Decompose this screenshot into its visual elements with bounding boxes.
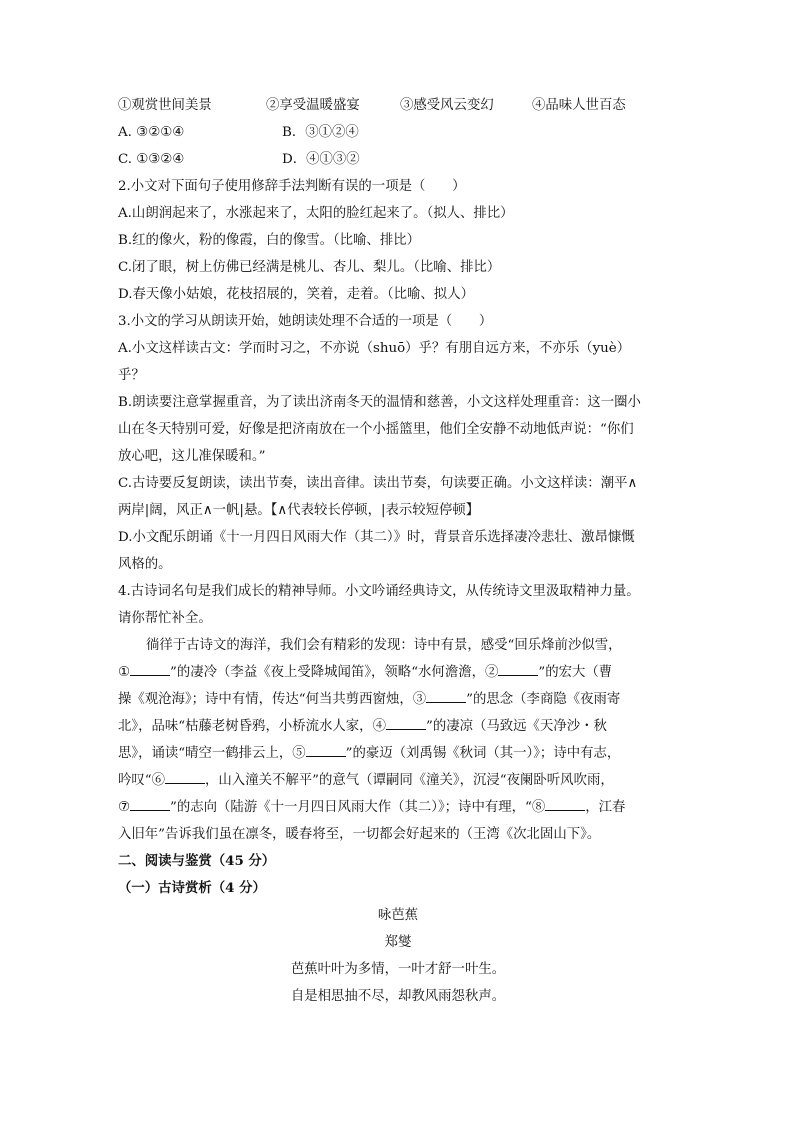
q4-passage-text: ”的志向（陆游《十一月四日风雨大作（其二）》；诗中有理，“⑧: [170, 800, 546, 815]
q1-item-1: ①观赏世间美景: [118, 98, 212, 113]
q4-stem-line-1: 4.古诗词名句是我们成长的精神导师。小文吟诵经典诗文，从传统诗文里汲取精神力量。: [118, 584, 640, 599]
q4-passage-line-1: 徜徉于古诗文的海洋，我们会有精彩的发现：诗中有景，感受“回乐烽前沙似雪，: [146, 638, 622, 653]
q4-blank-8[interactable]: [545, 796, 585, 811]
q3-option-d-line-1: D.小文配乐朗诵《十一月四日风雨大作（其二）》时，背景音乐选择凄冷悲壮、激昂慷慨: [118, 530, 635, 545]
q4-passage-text: 思》，诵读“晴空一鹤排云上，⑤: [118, 746, 306, 761]
q4-blank-4[interactable]: [386, 715, 426, 730]
q1-items: [118, 92, 678, 119]
q1-options-row-1: [118, 119, 678, 146]
q3-stem: 3.小文的学习从朗读开始，她朗读处理不合适的一项是（ ）: [118, 314, 493, 329]
exam-page: [118, 92, 678, 1010]
q4-passage-text: ”的宏大（曹: [538, 665, 613, 680]
q4-passage-text: ”的凄冷（李益《夜上受降城闻笛》，领略“水何澹澹，②: [170, 665, 499, 680]
q4-passage-line-6: [118, 767, 678, 794]
q4-blank-1[interactable]: [130, 661, 170, 676]
q4-blank-2[interactable]: [498, 661, 538, 676]
q3-option-b-line-1: B.朗读要注意掌握重音，为了读出济南冬天的温情和慈善，小文这样处理重音：这一圈小: [118, 395, 641, 410]
q4-passage-text: ”的豪迈（刘禹锡《秋词（其一）》；诗中有志，: [345, 746, 621, 761]
q2-stem: 2.小文对下面句子使用修辞手法判断有误的一项是（ ）: [118, 179, 466, 194]
q4-passage-text: ，山入潼关不解平”的意气（谭嗣同《潼关》，沉浸“夜阑卧听风吹雨，: [205, 773, 614, 788]
q4-passage-text: ⑦: [118, 800, 131, 815]
q4-passage-line-8: 入旧年”告诉我们虽在凛冬，暖春将至，一切都会好起来的（王湾《次北固山下》。: [118, 827, 601, 842]
q2-option-c: C.闭了眼，树上仿佛已经满是桃儿、杏儿、梨儿。（比喻、排比）: [118, 260, 501, 275]
subsection-heading: （一）古诗赏析（4 分）: [118, 880, 266, 896]
q2-option-d: D.春天像小姑娘，花枝招展的，笑着，走着。（比喻、拟人）: [118, 287, 474, 302]
q4-passage-text: ”的思念（李商隐《夜雨寄: [466, 692, 621, 707]
poem-line-1: 芭蕉叶叶为多情，一叶才舒一叶生。: [290, 962, 506, 977]
q3-option-b-line-2: 山在冬天特别可爱，好像是把济南放在一个小摇篮里，他们全安静不动地低声说：“你们: [118, 422, 634, 437]
q3-option-b-line-3: 放心吧，这儿准保暖和。”: [118, 449, 266, 464]
q4-stem-line-2: 请你帮忙补全。: [118, 611, 212, 626]
q1-item-3: ③感受风云变幻: [400, 98, 494, 113]
q3-option-a-line-2: 乎？: [118, 368, 145, 383]
q4-blank-7[interactable]: [130, 796, 170, 811]
q4-blank-3[interactable]: [426, 688, 466, 703]
q4-passage-line-2: [118, 659, 678, 686]
q4-passage-line-7: [118, 794, 678, 821]
poem-line-2: 自是相思抽不尽，却教风雨怨秋声。: [290, 989, 506, 1004]
q2-option-b: B.红的像火，粉的像霞，白的像雪。（比喻、排比）: [118, 233, 420, 248]
q4-passage-line-3: [118, 686, 678, 713]
poem-author: 郑燮: [384, 935, 412, 950]
poem-title: 咏芭蕉: [377, 908, 419, 923]
q3-option-a-line-1: A.小文这样读古文：学而时习之，不亦说（shuō）乎？有朋自远方来，不亦乐（yuè）: [118, 341, 631, 356]
q4-passage-line-5: [118, 740, 678, 767]
q3-option-c-line-2: 两岸|阔，风正∧一帆|悬。【∧代表较长停顿，|表示较短停顿】: [118, 503, 480, 518]
q1-item-2: ②享受温暖盛宴: [266, 98, 360, 113]
q4-blank-label-1: ①: [118, 665, 131, 680]
q4-passage-text: 吟叹“⑥: [118, 773, 166, 788]
q4-passage-text: ”的凄凉（马致远《天净沙・秋: [425, 719, 607, 734]
q4-passage-text: 北》，品味“枯藤老树昏鸦，小桥流水人家，④: [118, 719, 386, 734]
q2-option-a: A.山朗润起来了，水涨起来了，太阳的脸红起来了。（拟人、排比）: [118, 206, 514, 221]
q1-options-row-2: [118, 146, 678, 173]
q4-passage-line-4: [118, 713, 678, 740]
q1-option-a: A. ③②①④: [118, 125, 185, 140]
q1-option-c: C. ①③②④: [118, 152, 185, 167]
q3-option-d-line-2: 风格的。: [118, 557, 172, 572]
q4-passage-text: 操《观沧海》；诗中有情，传达“何当共剪西窗烛，③: [118, 692, 427, 707]
q4-blank-6[interactable]: [165, 769, 205, 784]
q1-option-d: D．④①③②: [282, 152, 360, 167]
q3-option-c-line-1: C.古诗要反复朗读，读出节奏，读出音律。读出节奏，句读要正确。小文这样读：潮平∧: [118, 476, 638, 491]
q1-option-b: B．③①②④: [282, 125, 359, 140]
q1-item-4: ④品味人世百态: [532, 98, 626, 113]
q4-blank-5[interactable]: [306, 742, 346, 757]
section-heading: 二、阅读与鉴赏（45 分）: [118, 853, 276, 869]
q4-passage-text: ，江春: [585, 800, 626, 815]
